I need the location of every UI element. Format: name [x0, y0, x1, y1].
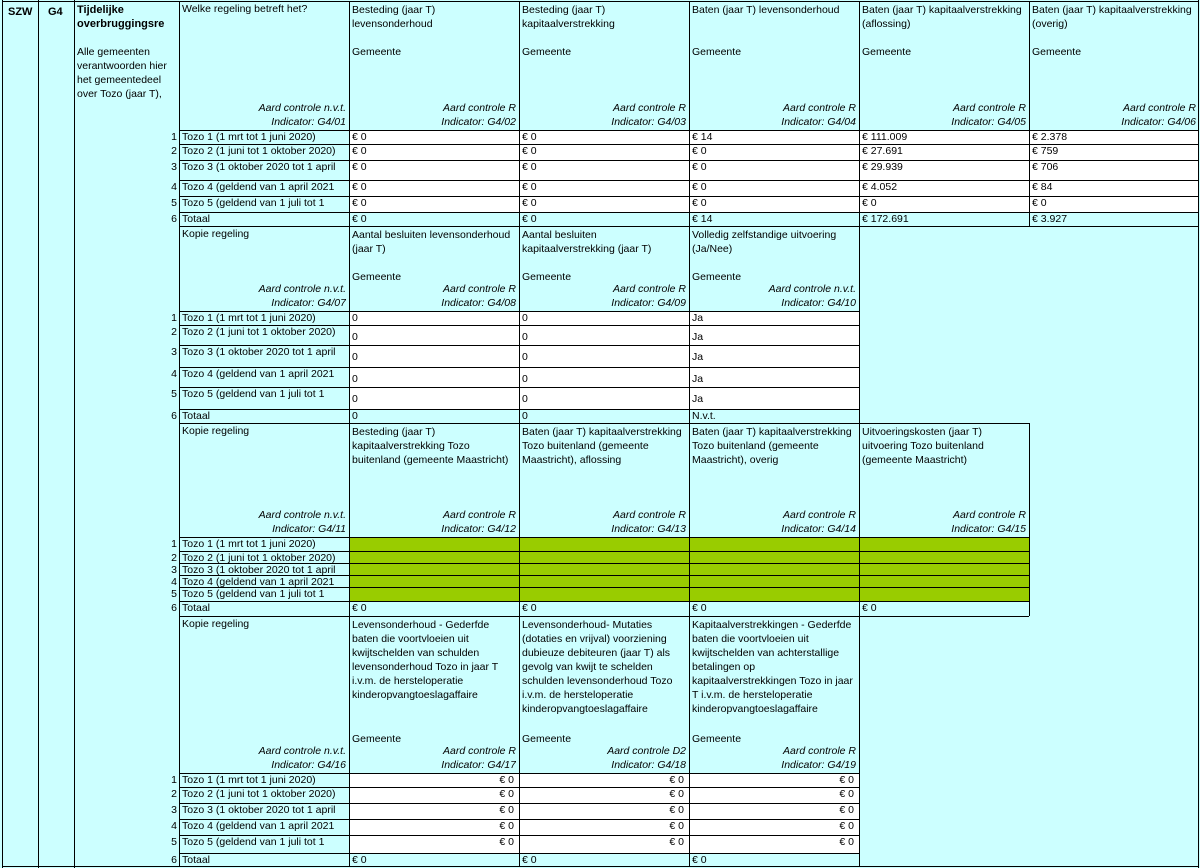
- gemeente-label: Gemeente: [862, 46, 912, 58]
- column-border: [179, 616, 180, 866]
- cell-value[interactable]: € 0: [692, 145, 707, 157]
- row-number: 4: [171, 820, 177, 832]
- header-border: [179, 226, 859, 227]
- indicator-label: Indicator: G4/03: [611, 116, 686, 128]
- input-cell-green[interactable]: [349, 551, 519, 563]
- row-number: 5: [171, 588, 177, 600]
- column-header: Levensonderhoud - Gederfde baten die voortvloeien uit kwijtschelden van schulden levensonderhoud Tozo in jaar T i.v.m. de hersteloperatie kinderopvangtoeslagaffaire: [352, 619, 498, 701]
- cell-value[interactable]: € 0: [499, 774, 514, 786]
- row-border: [179, 325, 859, 326]
- column-border: [179, 1, 180, 226]
- indicator-label: Indicator: G4/12: [441, 523, 516, 535]
- row-label: Tozo 5 (geldend van 1 juli tot 1: [182, 588, 325, 600]
- indicator-label: Indicator: G4/15: [951, 523, 1026, 535]
- cell-value[interactable]: € 0: [862, 602, 877, 614]
- column-header: Baten (jaar T) levensonderhoud: [692, 4, 840, 16]
- gemeente-label: Gemeente: [522, 733, 572, 745]
- input-cell-green[interactable]: [859, 551, 1029, 563]
- cell-value[interactable]: 0: [522, 351, 528, 363]
- cell-value[interactable]: 0: [522, 312, 528, 324]
- cell-value[interactable]: € 0: [669, 836, 684, 848]
- row-border: [179, 773, 859, 774]
- input-cell-green[interactable]: [519, 587, 689, 601]
- indicator-label: Indicator: G4/16: [271, 759, 346, 771]
- cell-value[interactable]: 0: [522, 410, 528, 422]
- input-cell-green[interactable]: [689, 587, 859, 601]
- row-border: [179, 345, 859, 346]
- row-border: [179, 387, 859, 388]
- column-header: Besteding (jaar T) levensonderhoud: [352, 4, 436, 30]
- row-number: 2: [171, 552, 177, 564]
- input-cell-green[interactable]: [349, 575, 519, 587]
- row-label: Tozo 5 (geldend van 1 juli tot 1: [182, 197, 325, 209]
- cell-value[interactable]: € 14: [692, 213, 713, 225]
- row-number: 1: [171, 312, 177, 324]
- cell-value[interactable]: € 0: [839, 804, 854, 816]
- column-border: [179, 423, 180, 616]
- gemeente-label: Gemeente: [352, 271, 402, 283]
- input-cell-green[interactable]: [689, 563, 859, 575]
- cell-value[interactable]: 0: [352, 410, 358, 422]
- cell-value[interactable]: € 0: [352, 213, 367, 225]
- cell-value[interactable]: € 706: [1032, 161, 1059, 173]
- row-border: [179, 551, 1029, 552]
- control-type: Aard controle D2: [607, 745, 686, 757]
- cell-value[interactable]: € 0: [839, 788, 854, 800]
- ministry-cell[interactable]: SZW: [8, 6, 33, 18]
- control-type: Aard controle R: [953, 102, 1026, 114]
- gemeente-label: Gemeente: [1032, 46, 1082, 58]
- cell-value[interactable]: € 0: [522, 854, 537, 866]
- cell-value[interactable]: € 0: [352, 181, 367, 193]
- row-number: 5: [171, 836, 177, 848]
- cell-value[interactable]: € 0: [499, 804, 514, 816]
- control-type: Aard controle R: [613, 509, 686, 521]
- row-number: 6: [171, 410, 177, 422]
- cell-value[interactable]: € 0: [839, 774, 854, 786]
- control-type: Aard controle R: [613, 102, 686, 114]
- cell-value[interactable]: Ja: [692, 312, 704, 324]
- column-border: [349, 616, 350, 866]
- cell-value[interactable]: 0: [522, 373, 528, 385]
- row-border: [179, 130, 1198, 131]
- indicator-label: Indicator: G4/17: [441, 759, 516, 771]
- indicator-label: Indicator: G4/09: [611, 297, 686, 309]
- row-label: Tozo 2 (1 juni tot 1 oktober 2020): [182, 145, 336, 157]
- column-border: [689, 1, 690, 226]
- row-number: 6: [171, 602, 177, 614]
- row-label: Totaal: [182, 410, 211, 422]
- cell-value[interactable]: € 27.691: [862, 145, 903, 157]
- cell-value[interactable]: € 0: [499, 820, 514, 832]
- column-border: [519, 616, 520, 866]
- row-label: Tozo 5 (geldend van 1 juli tot 1: [182, 836, 325, 848]
- row-label: Totaal: [182, 213, 211, 225]
- row-border: [179, 563, 1029, 564]
- row-border: [179, 160, 1198, 161]
- input-cell-green[interactable]: [859, 537, 1029, 551]
- column-border: [1029, 1, 1030, 226]
- control-type: Aard controle R: [783, 102, 856, 114]
- row-number: 2: [171, 145, 177, 157]
- gemeente-label: Gemeente: [692, 733, 742, 745]
- control-type: Aard controle n.v.t.: [258, 102, 346, 114]
- column-header: Aantal besluiten levensonderhoud (jaar T): [352, 229, 511, 255]
- row-border: [179, 180, 1198, 181]
- row-label: Tozo 4 (geldend van 1 april 2021: [182, 576, 335, 588]
- row-number: 5: [171, 197, 177, 209]
- cell-value[interactable]: € 2.378: [1032, 131, 1068, 143]
- cell-value[interactable]: 0: [352, 312, 358, 324]
- cell-value[interactable]: € 0: [352, 854, 367, 866]
- row-label: Tozo 3 (1 oktober 2020 tot 1 april: [182, 564, 336, 576]
- indicator-label: Indicator: G4/01: [271, 116, 346, 128]
- row-border: [179, 212, 1198, 213]
- row-label: Tozo 4 (geldend van 1 april 2021: [182, 820, 335, 832]
- indicator-label: Indicator: G4/06: [1121, 116, 1196, 128]
- row-number: 4: [171, 181, 177, 193]
- column-header: Kapitaalverstrekkingen - Gederfde baten die voortvloeien uit kwijtschelden van achterstallige betalingen op kapitaalverstrekkingen Tozo in jaar T i.v.m. de hersteloperatie kinderopvangtoeslagaffaire: [692, 619, 853, 715]
- cell-value[interactable]: € 0: [692, 602, 707, 614]
- row-number: 3: [171, 346, 177, 358]
- row-border: [179, 537, 1029, 538]
- cell-value[interactable]: € 29.939: [862, 161, 903, 173]
- cell-value[interactable]: € 4.052: [862, 181, 898, 193]
- row-border: [179, 853, 859, 854]
- column-border: [859, 226, 860, 423]
- cell-value[interactable]: € 0: [352, 602, 367, 614]
- row-border: [179, 575, 1029, 576]
- cell-value[interactable]: € 0: [522, 161, 537, 173]
- input-cell-green[interactable]: [689, 575, 859, 587]
- row-border: [179, 587, 1029, 588]
- row-label: Tozo 3 (1 oktober 2020 tot 1 april: [182, 804, 336, 816]
- cell-value[interactable]: € 14: [692, 131, 713, 143]
- indicator-label: Indicator: G4/04: [781, 116, 856, 128]
- gemeente-label: Gemeente: [692, 271, 742, 283]
- control-type: Aard controle R: [443, 745, 516, 757]
- question-label: Welke regeling betreft het?: [182, 3, 308, 15]
- cell-value[interactable]: € 0: [839, 836, 854, 848]
- row-label: Totaal: [182, 854, 211, 866]
- input-cell-green[interactable]: [519, 575, 689, 587]
- column-border: [1198, 1, 1199, 226]
- control-type: Aard controle R: [613, 283, 686, 295]
- input-cell-green[interactable]: [349, 587, 519, 601]
- indicator-label: Indicator: G4/02: [441, 116, 516, 128]
- row-number: 2: [171, 326, 177, 338]
- question-label: Kopie regeling: [182, 228, 250, 240]
- row-label: Tozo 1 (1 mrt tot 1 juni 2020): [182, 538, 316, 550]
- input-cell-green[interactable]: [349, 563, 519, 575]
- indicator-label: Indicator: G4/05: [951, 116, 1026, 128]
- cell-value[interactable]: € 0: [669, 820, 684, 832]
- column-header: Baten (jaar T) kapitaalverstrekking (aflossing): [862, 4, 1022, 30]
- header-border: [179, 423, 1029, 424]
- row-border: [179, 601, 1029, 602]
- row-label: Tozo 2 (1 juni tot 1 oktober 2020): [182, 788, 336, 800]
- cell-value[interactable]: € 84: [1032, 181, 1053, 193]
- row-border: [179, 367, 859, 368]
- row-label: Tozo 3 (1 oktober 2020 tot 1 april: [182, 346, 336, 358]
- indicator-label: Indicator: G4/18: [611, 759, 686, 771]
- row-label: Tozo 1 (1 mrt tot 1 juni 2020): [182, 131, 316, 143]
- control-type: Aard controle n.v.t.: [258, 745, 346, 757]
- cell-value[interactable]: 0: [352, 393, 358, 405]
- column-border: [689, 616, 690, 866]
- column-border: [349, 1, 350, 226]
- question-label: Kopie regeling: [182, 425, 250, 437]
- cell-value[interactable]: 0: [522, 393, 528, 405]
- row-number: 1: [171, 538, 177, 550]
- row-border: [179, 409, 859, 410]
- row-label: Tozo 4 (geldend van 1 april 2021: [182, 181, 335, 193]
- cell-value[interactable]: 0: [352, 351, 358, 363]
- row-border: [179, 311, 859, 312]
- cell-value[interactable]: Ja: [692, 373, 704, 385]
- cell-value[interactable]: € 0: [522, 131, 537, 143]
- row-number: 6: [171, 854, 177, 866]
- row-label: Tozo 2 (1 juni tot 1 oktober 2020): [182, 552, 336, 564]
- cell-value[interactable]: Ja: [692, 331, 704, 343]
- column-header: Baten (jaar T) kapitaalverstrekking Tozo buitenland (gemeente Maastricht), aflossing: [522, 426, 682, 466]
- column-border: [74, 0, 75, 868]
- column-border: [859, 616, 860, 866]
- gemeente-label: Gemeente: [352, 733, 402, 745]
- column-border: [859, 1, 860, 226]
- input-cell-green[interactable]: [349, 537, 519, 551]
- cell-value[interactable]: € 0: [522, 145, 537, 157]
- row-number: 2: [171, 788, 177, 800]
- row-number: 1: [171, 774, 177, 786]
- row-number: 5: [171, 388, 177, 400]
- cell-value[interactable]: € 0: [692, 161, 707, 173]
- row-label: Tozo 1 (1 mrt tot 1 juni 2020): [182, 312, 316, 324]
- regulation-note: Alle gemeenten verantwoorden hier het gemeentedeel over Tozo (jaar T),: [77, 46, 167, 100]
- control-type: Aard controle R: [1123, 102, 1196, 114]
- cell-value[interactable]: 0: [352, 373, 358, 385]
- input-cell-green[interactable]: [859, 575, 1029, 587]
- indicator-label: Indicator: G4/14: [781, 523, 856, 535]
- indicator-label: Indicator: G4/10: [781, 297, 856, 309]
- cell-value[interactable]: € 0: [499, 788, 514, 800]
- gemeente-label: Gemeente: [522, 271, 572, 283]
- input-cell-green[interactable]: [519, 537, 689, 551]
- row-label: Tozo 4 (geldend van 1 april 2021: [182, 368, 335, 380]
- cell-value[interactable]: € 0: [352, 145, 367, 157]
- row-number: 3: [171, 161, 177, 173]
- gemeente-label: Gemeente: [692, 46, 742, 58]
- input-cell-green[interactable]: [689, 551, 859, 563]
- column-header: Besteding (jaar T) kapitaalverstrekking Tozo buitenland (gemeente Maastricht): [352, 426, 509, 466]
- column-border: [519, 1, 520, 226]
- cell-value[interactable]: 0: [352, 331, 358, 343]
- row-label: Tozo 5 (geldend van 1 juli tot 1: [182, 388, 325, 400]
- cell-value[interactable]: € 0: [522, 602, 537, 614]
- column-header: Baten (jaar T) kapitaalverstrekking (overig): [1032, 4, 1192, 30]
- control-type: Aard controle n.v.t.: [768, 283, 856, 295]
- cell-value[interactable]: € 0: [669, 788, 684, 800]
- control-type: Aard controle R: [783, 745, 856, 757]
- row-number: 1: [171, 131, 177, 143]
- column-header: Volledig zelfstandige uitvoering (Ja/Nee): [692, 229, 837, 255]
- control-type: Aard controle R: [953, 509, 1026, 521]
- row-label: Tozo 2 (1 juni tot 1 oktober 2020): [182, 326, 336, 338]
- row-label: Tozo 3 (1 oktober 2020 tot 1 april: [182, 161, 336, 173]
- cell-value[interactable]: € 172.691: [862, 213, 909, 225]
- row-border: [179, 835, 859, 836]
- cell-value[interactable]: € 0: [522, 181, 537, 193]
- cell-value[interactable]: € 0: [692, 197, 707, 209]
- cell-value[interactable]: € 111.009: [862, 131, 908, 143]
- control-type: Aard controle R: [443, 102, 516, 114]
- cell-value[interactable]: € 0: [669, 804, 684, 816]
- cell-value[interactable]: € 3.927: [1032, 213, 1068, 225]
- header-border: [179, 1, 1198, 2]
- column-header: Uitvoeringskosten (jaar T) uitvoering Tozo buitenland (gemeente Maastricht): [862, 426, 984, 466]
- column-border: [179, 226, 180, 423]
- cell-value[interactable]: Ja: [692, 351, 704, 363]
- column-border: [1029, 423, 1030, 616]
- column-header: Aantal besluiten kapitaalverstrekking (jaar T): [522, 229, 652, 255]
- row-number: 4: [171, 576, 177, 588]
- header-border: [179, 616, 859, 617]
- indicator-label: Indicator: G4/11: [272, 523, 346, 535]
- cell-value[interactable]: € 0: [1032, 197, 1047, 209]
- control-type: Aard controle n.v.t.: [258, 283, 346, 295]
- row-label: Tozo 1 (1 mrt tot 1 juni 2020): [182, 774, 316, 786]
- cell-value[interactable]: € 0: [522, 213, 537, 225]
- input-cell-green[interactable]: [859, 587, 1029, 601]
- row-border: [179, 819, 859, 820]
- question-label: Kopie regeling: [182, 618, 250, 630]
- input-cell-green[interactable]: [859, 563, 1029, 575]
- row-number: 6: [171, 213, 177, 225]
- cell-value[interactable]: N.v.t.: [692, 410, 716, 422]
- row-border: [179, 787, 859, 788]
- cell-value[interactable]: € 0: [352, 161, 367, 173]
- column-border: [2, 0, 3, 868]
- row-border: [179, 866, 859, 867]
- cell-value[interactable]: € 0: [692, 181, 707, 193]
- indicator-label: Indicator: G4/07: [271, 297, 346, 309]
- row-number: 3: [171, 564, 177, 576]
- column-header: Baten (jaar T) kapitaalverstrekking Tozo buitenland (gemeente Maastricht), overig: [692, 426, 852, 466]
- column-header: Besteding (jaar T) kapitaalverstrekking: [522, 4, 615, 30]
- indicator-label: Indicator: G4/13: [611, 523, 686, 535]
- cell-value[interactable]: € 759: [1032, 145, 1059, 157]
- regulation-title[interactable]: Tijdelijke overbruggingsre: [77, 4, 165, 30]
- cell-value[interactable]: € 0: [352, 197, 367, 209]
- row-border: [179, 144, 1198, 145]
- control-type: Aard controle n.v.t.: [258, 509, 346, 521]
- cell-value[interactable]: € 0: [352, 131, 367, 143]
- row-border: [179, 196, 1198, 197]
- cell-value[interactable]: Ja: [692, 393, 704, 405]
- control-type: Aard controle R: [443, 509, 516, 521]
- cell-value[interactable]: 0: [522, 331, 528, 343]
- input-cell-green[interactable]: [689, 537, 859, 551]
- control-type: Aard controle R: [783, 509, 856, 521]
- row-number: 4: [171, 368, 177, 380]
- indicator-label: Indicator: G4/08: [441, 297, 516, 309]
- cell-value[interactable]: € 0: [522, 197, 537, 209]
- cell-value[interactable]: € 0: [862, 197, 877, 209]
- cell-value[interactable]: € 0: [499, 836, 514, 848]
- gemeente-label: Gemeente: [522, 46, 572, 58]
- row-border: [179, 803, 859, 804]
- input-cell-green[interactable]: [519, 551, 689, 563]
- column-border: [38, 0, 39, 868]
- row-number: 3: [171, 804, 177, 816]
- gemeente-label: Gemeente: [352, 46, 402, 58]
- cell-value[interactable]: € 0: [839, 820, 854, 832]
- input-cell-green[interactable]: [519, 563, 689, 575]
- indicator-label: Indicator: G4/19: [781, 759, 856, 771]
- code-cell[interactable]: G4: [48, 6, 63, 18]
- cell-value[interactable]: € 0: [669, 774, 684, 786]
- cell-value[interactable]: € 0: [692, 854, 707, 866]
- control-type: Aard controle R: [443, 283, 516, 295]
- row-label: Totaal: [182, 602, 211, 614]
- column-header: Levensonderhoud- Mutaties (dotaties en vrijval) voorziening dubieuze debiteuren (jaar T) als gevolg van kwijt te schelden schulden levensonderhoud Tozo i.v.m. de hersteloperatie kinderopvangtoeslagaffaire: [522, 619, 673, 715]
